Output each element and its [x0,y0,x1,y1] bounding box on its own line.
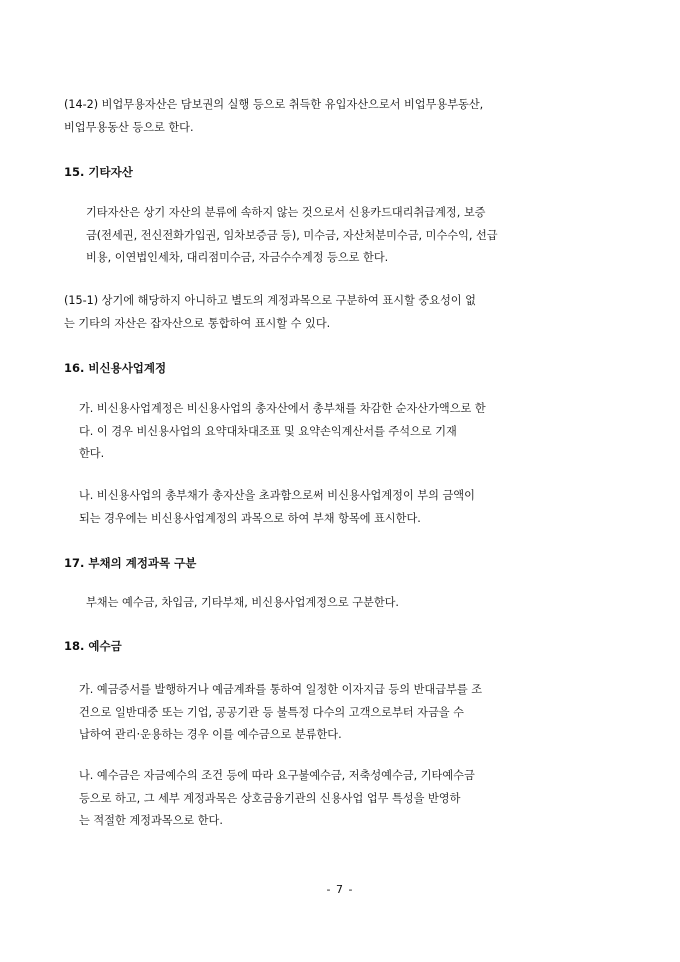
page-number: - 7 - [326,883,354,896]
paragraph-line: 다. 이 경우 비신용사업의 요약대차대조표 및 요약손익계산서를 주석으로 기재 [79,424,457,438]
paragraph-line: 비용, 이연법인세차, 대리점미수금, 자금수수계정 등으로 한다. [86,251,389,264]
paragraph-line: 비업무용동산 등으로 한다. [64,120,194,134]
paragraph-15 [64,202,642,270]
paragraph-line: 가. 비신용사업계정은 비신용사업의 총자산에서 총부채를 차감한 순자산가액으로 한 [79,402,486,415]
paragraph-14-2 [64,94,647,139]
paragraph-line: 한다. [79,447,105,460]
paragraph-15-1 [64,290,647,335]
paragraph-line: 금(전세권, 전신전화가입권, 임차보증금 등), 미수금, 자산처분미수금, 미수수익, 선급 [86,228,498,242]
section-heading-18: 18. 예수금 [64,639,122,653]
paragraph-17: 부채는 예수금, 차입금, 기타부채, 비신용사업계정으로 구분한다. [86,596,399,609]
paragraph-line: (14-2) 비업무용자산은 담보권의 실행 등으로 취득한 유입자산으로서 비업무용부동산, [64,98,484,111]
paragraph-line: 나. 예수금은 자금예수의 조건 등에 따라 요구불예수금, 저축성예수금, 기타예수금 [79,769,475,782]
paragraph-line: (15-1) 상기에 해당하지 아니하고 별도의 계정과목으로 구분하여 표시할 중요성이 없 [64,294,476,307]
paragraph-line: 되는 경우에는 비신용사업계정의 과목으로 하여 부채 항목에 표시한다. [79,511,421,525]
paragraph-18-ga [64,679,662,747]
paragraph-line: 기타자산은 상기 자산의 분류에 속하지 않는 것으로서 신용카드대리취급계정, 보증 [86,206,486,219]
paragraph-line: 나. 비신용사업의 총부채가 총자산을 초과함으로써 비신용사업계정이 부의 금액이 [79,489,475,502]
section-heading-15: 15. 기타자산 [64,165,133,179]
paragraph-line: 는 기타의 자산은 잡자산으로 통합하여 표시할 수 있다. [64,316,331,330]
paragraph-16-na [64,485,662,530]
section-heading-17: 17. 부채의 계정과목 구분 [64,556,197,570]
paragraph-line: 가. 예금증서를 발행하거나 예금계좌를 통하여 일정한 이자지급 등의 반대급부를 조 [79,683,483,696]
paragraph-line: 납하여 관리·운용하는 경우 이를 예수금으로 분류한다. [79,728,342,741]
paragraph-18-na [64,765,662,833]
paragraph-line: 는 적절한 계정과목으로 한다. [79,814,223,827]
paragraph-line: 건으로 일반대중 또는 기업, 공공기관 등 불특정 다수의 고객으로부터 자금을 수 [79,705,464,719]
section-heading-16: 16. 비신용사업계정 [64,361,167,375]
paragraph-16-ga [64,398,662,466]
paragraph-line: 등으로 하고, 그 세부 계정과목은 상호금융기관의 신용사업 업무 특성을 반영하 [79,791,461,805]
